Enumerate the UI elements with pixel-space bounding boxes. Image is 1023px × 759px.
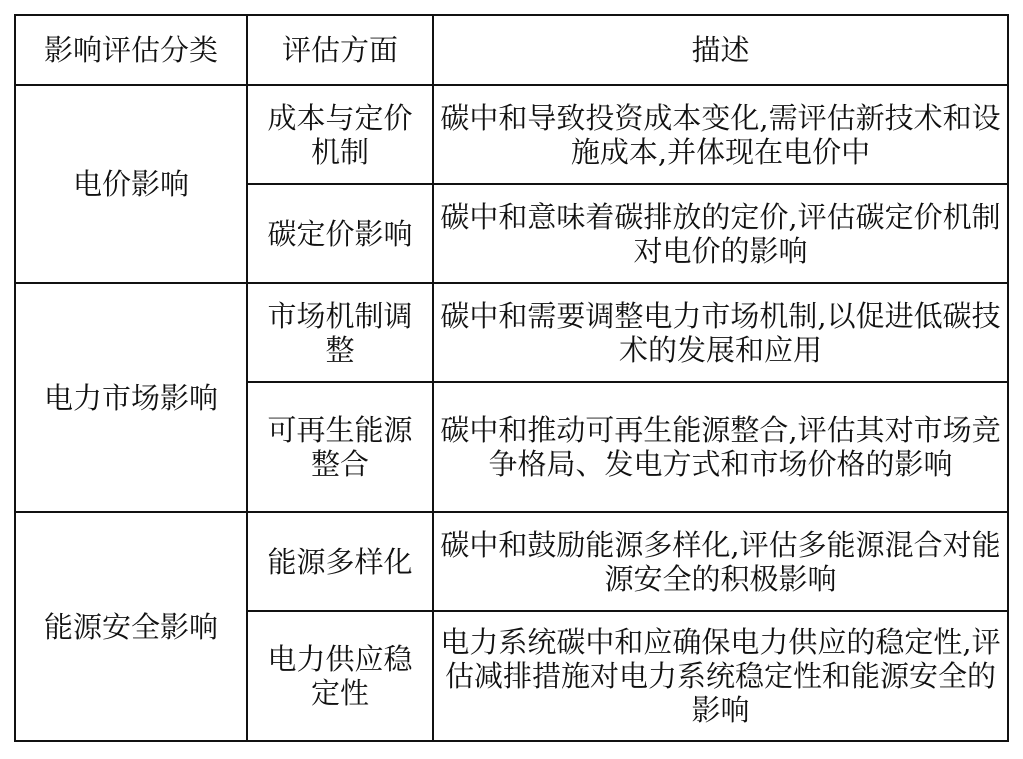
table-header-row xyxy=(15,15,1008,85)
table-row xyxy=(15,512,1008,611)
category-cell: 电力市场影响 xyxy=(15,283,247,512)
header-category: 影响评估分类 xyxy=(15,15,247,85)
description-cell: 碳中和意味着碳排放的定价,评估碳定价机制对电价的影响 xyxy=(433,184,1008,283)
description-cell: 碳中和导致投资成本变化,需评估新技术和设施成本,并体现在电价中 xyxy=(433,85,1008,184)
header-aspect: 评估方面 xyxy=(247,15,433,85)
description-cell: 碳中和鼓励能源多样化,评估多能源混合对能源安全的积极影响 xyxy=(433,512,1008,611)
aspect-cell: 成本与定价机制 xyxy=(247,85,433,184)
aspect-cell: 电力供应稳定性 xyxy=(247,611,433,741)
description-cell: 电力系统碳中和应确保电力供应的稳定性,评估减排措施对电力系统稳定性和能源安全的影响 xyxy=(433,611,1008,741)
impact-assessment-table xyxy=(14,14,1009,742)
table-row xyxy=(15,283,1008,382)
aspect-cell: 碳定价影响 xyxy=(247,184,433,283)
aspect-cell: 能源多样化 xyxy=(247,512,433,611)
category-cell: 能源安全影响 xyxy=(15,512,247,741)
category-cell: 电价影响 xyxy=(15,85,247,283)
header-description: 描述 xyxy=(433,15,1008,85)
table-row xyxy=(15,85,1008,184)
description-cell: 碳中和需要调整电力市场机制,以促进低碳技术的发展和应用 xyxy=(433,283,1008,382)
aspect-cell: 市场机制调整 xyxy=(247,283,433,382)
description-cell: 碳中和推动可再生能源整合,评估其对市场竞争格局、发电方式和市场价格的影响 xyxy=(433,382,1008,512)
aspect-cell: 可再生能源整合 xyxy=(247,382,433,512)
